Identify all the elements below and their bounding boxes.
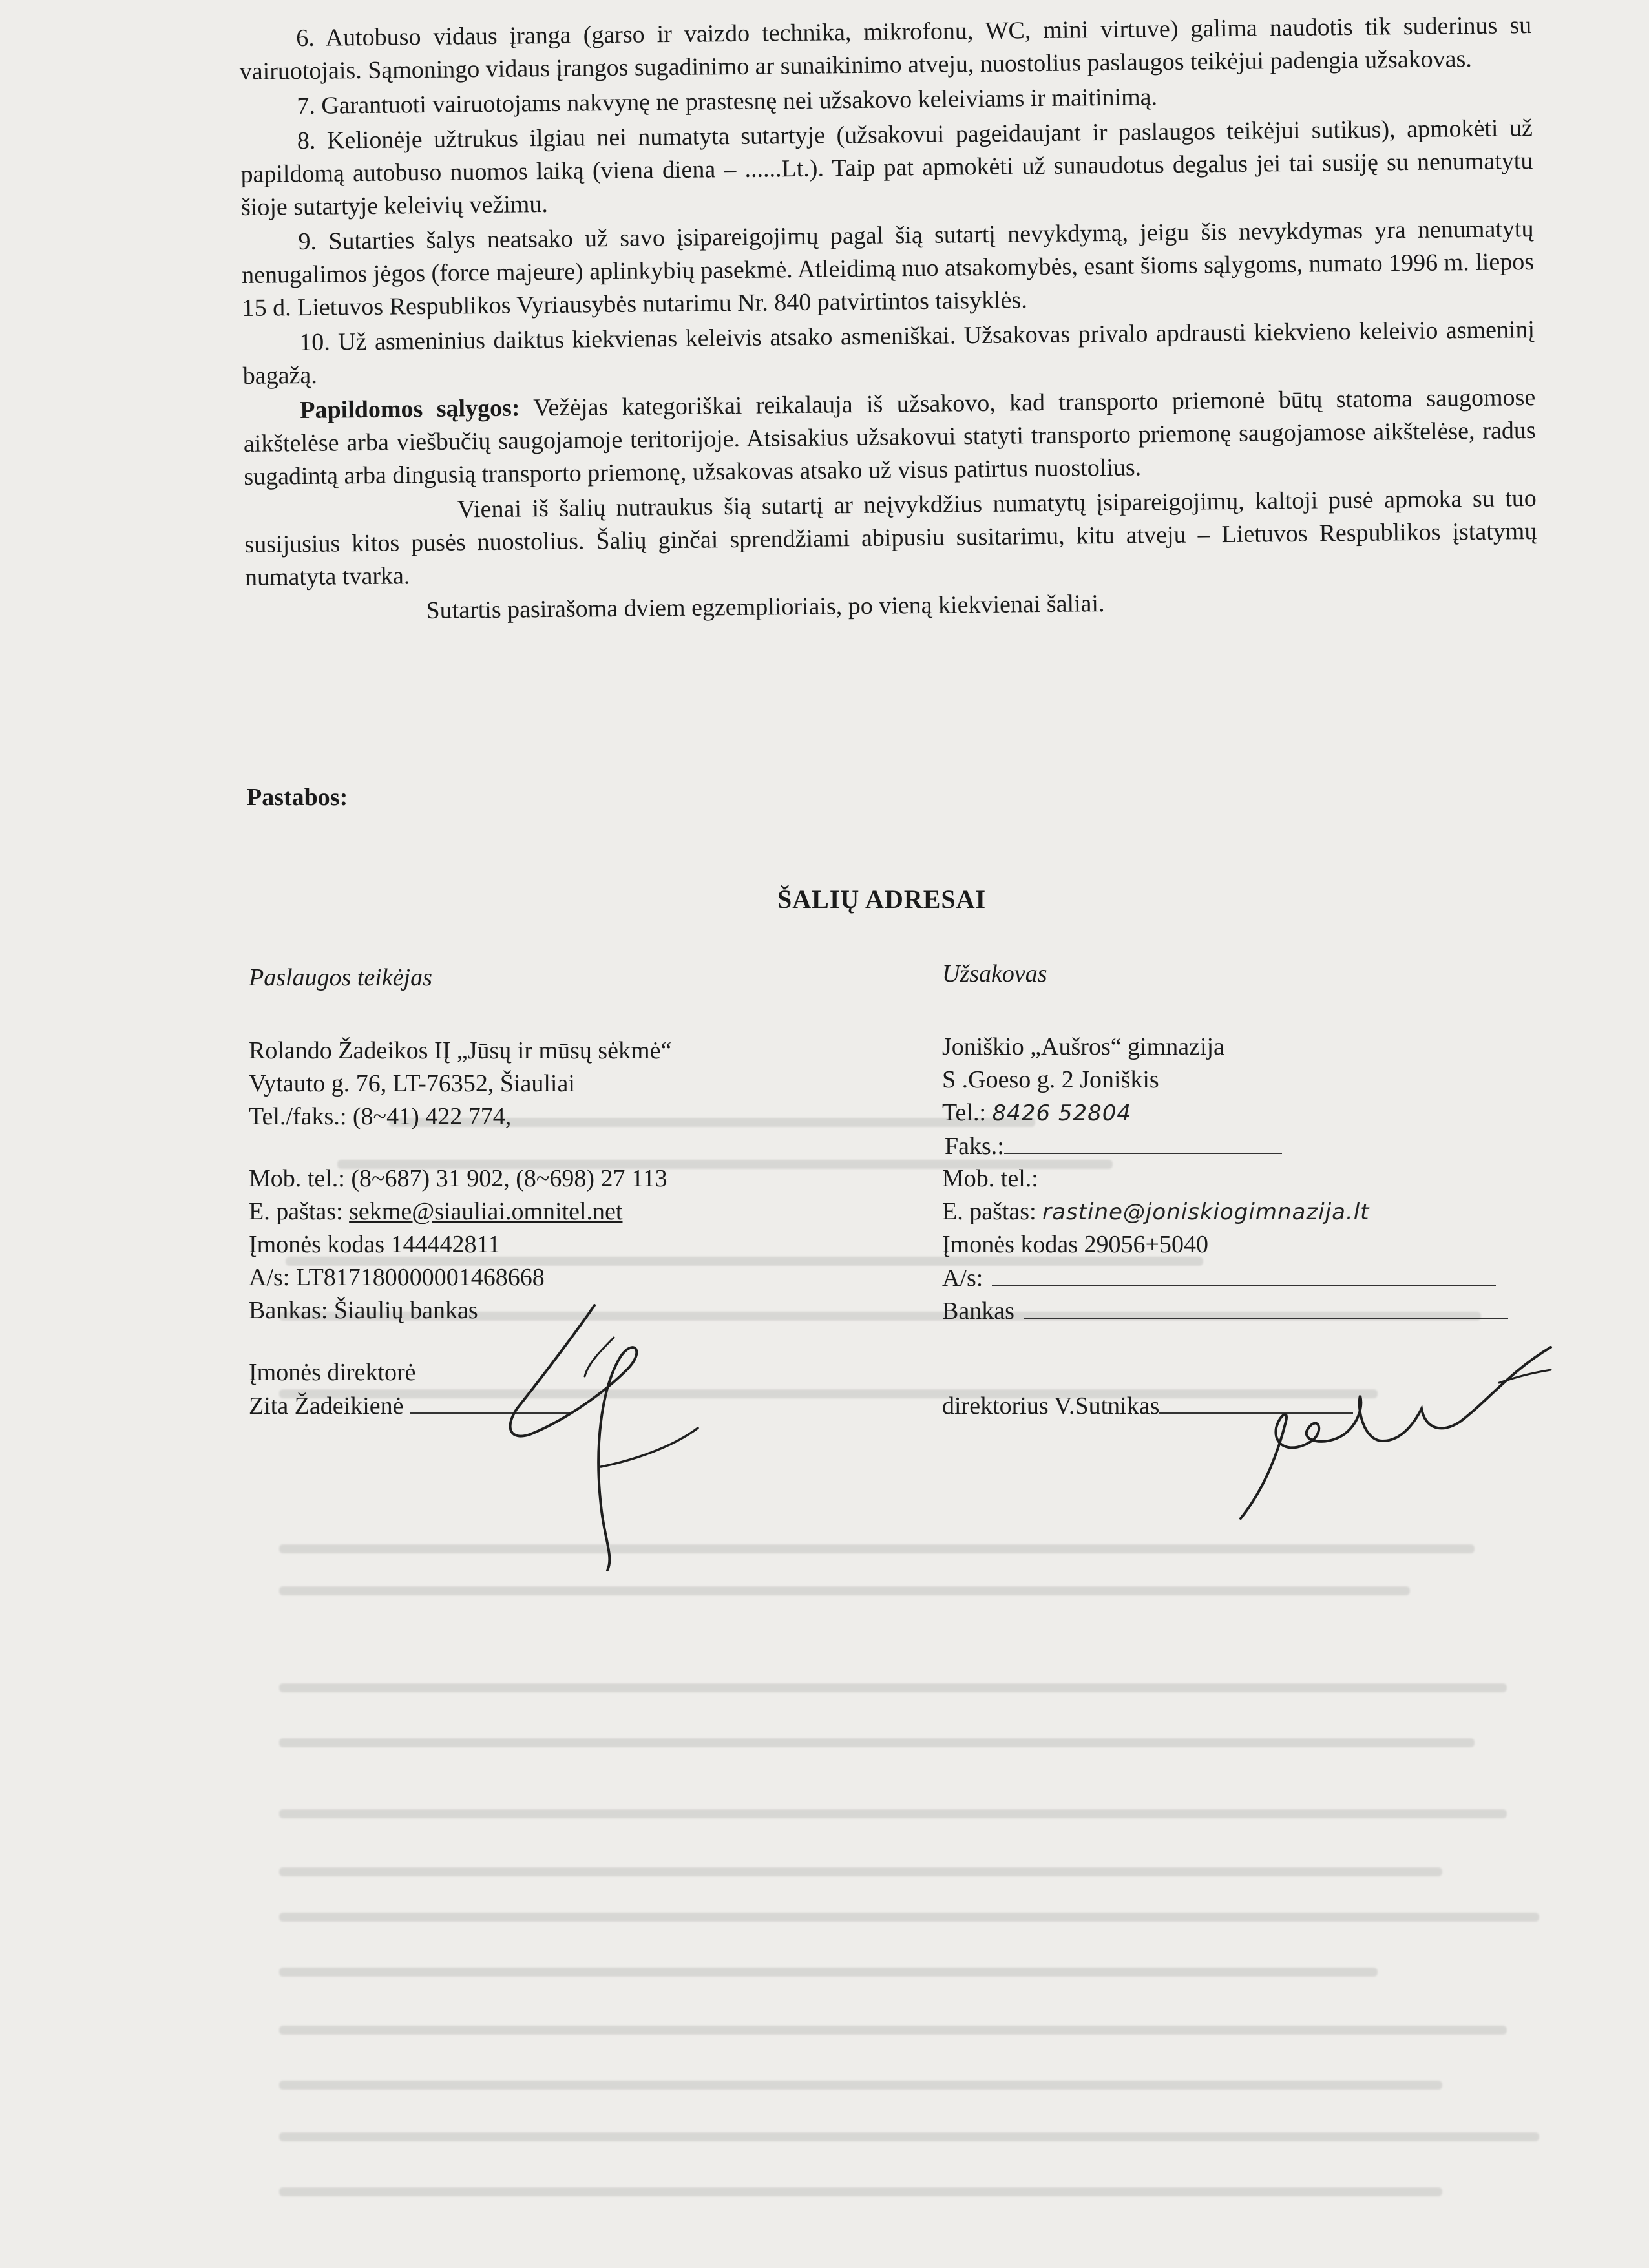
provider-name: Rolando Žadeikos IĮ „Jūsų ir mūsų sėkmė“ xyxy=(249,1037,672,1064)
provider-email-row xyxy=(249,1195,671,1228)
provider-company-code: Įmonės kodas 144442811 xyxy=(249,1231,501,1258)
term-item-6: 6. Autobuso vidaus įranga (garso ir vaizdo technika, mikrofonu, WC, mini virtuve) galima naudotis tik suderinus su vairuotojais. Sąmoningo vidaus įrangos sugadinimo ar sunaikinimo atveju, nuostolius paslaugos teikėjui padengia užsakovas. xyxy=(239,12,1532,85)
provider-signature-icon xyxy=(504,1299,711,1577)
client-account-line xyxy=(992,1261,1496,1286)
client-phone-row xyxy=(942,1097,1508,1129)
addresses-heading: ŠALIŲ ADRESAI xyxy=(777,885,987,914)
client-phone-handwritten: 8426 52804 xyxy=(992,1100,1132,1126)
notes-label: Pastabos: xyxy=(247,784,348,811)
client-mobile-label: Mob. tel.: xyxy=(942,1165,1038,1192)
client-fax-line xyxy=(1004,1129,1282,1154)
provider-mobile: Mob. tel.: (8~687) 31 902, (8~698) 27 113 xyxy=(249,1165,667,1192)
contract-terms xyxy=(239,9,1538,631)
client-email-label: E. paštas: xyxy=(942,1198,1043,1225)
client-name: Joniškio „Aušros“ gimnazija xyxy=(942,1033,1224,1060)
term-item-7: 7. Garantuoti vairuotojams nakvynę ne prastesnę nei užsakovo keleiviams ir maitinimą. xyxy=(297,83,1158,120)
termination-clause: Vienai iš šalių nutraukus šią sutartį ar neįvykdžius numatytų įsipareigojimų, kaltoji pusė apmoka su tuo susijusius kitos pusės nuostolius. Šalių ginčai sprendžiami abipusiu susitarimu, kitu atveju – Lietuvos Respublikos įstatymų numatyta tvarka. xyxy=(244,485,1537,591)
provider-role: Paslaugos teikėjas xyxy=(249,964,432,991)
extra-conditions xyxy=(243,381,1536,494)
client-role: Užsakovas xyxy=(942,960,1047,987)
client-bank-line xyxy=(1024,1294,1508,1319)
client-mobile-row xyxy=(942,1162,1508,1195)
client-phone-label: Tel.: xyxy=(942,1099,993,1126)
client-account-label: A/s: xyxy=(942,1265,983,1292)
provider-email: sekme@siauliai.omnitel.net xyxy=(349,1198,623,1225)
client-signer: direktorius V.Sutnikas xyxy=(942,1392,1160,1420)
client-fax-row xyxy=(942,1129,1508,1162)
provider-phone: Tel./faks.: (8~41) 422 774, xyxy=(249,1103,512,1130)
extra-conditions-label: Papildomos sąlygos: xyxy=(300,394,520,425)
provider-bank: Bankas: Šiaulių bankas xyxy=(249,1297,478,1324)
client-email-row xyxy=(942,1195,1508,1228)
client-address: S .Goeso g. 2 Joniškis xyxy=(942,1066,1159,1093)
copies-clause: Sutartis pasirašoma dviem egzemplioriais, po vieną kiekvienai šaliai. xyxy=(426,590,1105,625)
provider-address: Vytauto g. 76, LT-76352, Šiauliai xyxy=(249,1070,575,1097)
provider-signer-title: Įmonės direktorė xyxy=(249,1359,416,1386)
client-account-row xyxy=(942,1261,1508,1294)
client-fax-label: Faks.: xyxy=(945,1133,1004,1160)
provider-email-label: E. paštas: xyxy=(249,1198,350,1225)
provider-signer-name: Zita Žadeikienė xyxy=(249,1392,404,1420)
term-item-9: 9. Sutarties šalys neatsako už savo įsipareigojimų pagal šią sutartį nevykdymą, jeigu šis nevykdymas yra nenumatytų nenugalimos jėgos (force majeure) aplinkybių pasekmė. Atleidimą nuo atsakomybės, esant šioms sąlygoms, numato 1996 m. liepos 15 d. Lietuvos Respublikos Vyriausybės nutarimu Nr. 840 patvirtintos taisyklės. xyxy=(241,215,1535,322)
extra-conditions-text: Vežėjas kategoriškai reikalauja iš užsakovo, kad transporto priemonė būtų statoma saugomose aikštelėse arba viešbučių saugojamoje teritorijoje. Atsisakius užsakovui statyti transporto priemonę saugojamose aikštelėse, radus sugadintą arba dingusią transporto priemonę, užsakovas atsako už visus patirtus nuostolius. xyxy=(243,384,1536,490)
client-signature-icon xyxy=(1228,1344,1564,1525)
provider-account: A/s: LT817180000001468668 xyxy=(249,1264,545,1291)
client-bank-label: Bankas xyxy=(942,1297,1014,1325)
term-item-10: 10. Už asmeninius daiktus kiekvienas keleivis atsako asmeniškai. Užsakovas privalo apdrausti kiekvieno keleivio asmeninį bagažą. xyxy=(242,316,1535,390)
client-bank-row xyxy=(942,1294,1508,1327)
client-email-handwritten: rastine@joniskiogimnazija.lt xyxy=(1042,1199,1370,1225)
client-company-code: Įmonės kodas 29056+5040 xyxy=(942,1231,1208,1258)
term-item-8: 8. Kelionėje užtrukus ilgiau nei numatyta sutartyje (užsakovui pageidaujant ir paslaugos teikėjui sutikus), apmokėti už papildomą autobuso nuomos laiką (viena diena – ......Lt.). Taip pat apmokėti už sunaudotus degalus jei tai susiję su nenumatytu šioje sutartyje keleivių vežimu. xyxy=(240,114,1533,221)
